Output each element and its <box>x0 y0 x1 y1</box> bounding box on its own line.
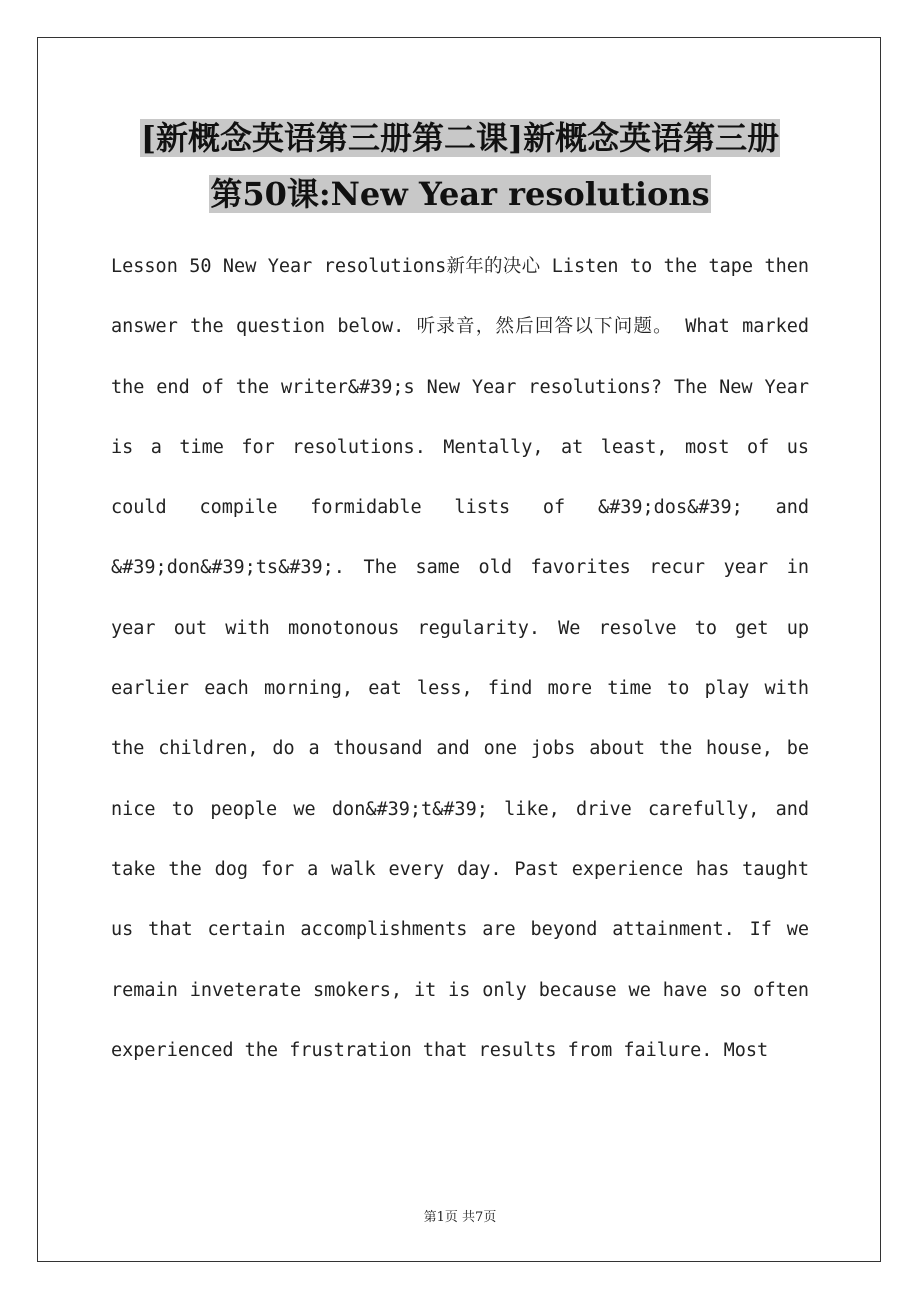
document-title <box>110 110 810 222</box>
title-line-2-text: 第50课:New Year resolutions <box>210 175 710 213</box>
title-line-2 <box>110 166 810 222</box>
page-footer: 第1页 共7页 <box>423 1210 497 1225</box>
title-line-1 <box>110 110 810 166</box>
body-paragraph: Lesson 50 New Year resolutions新年的决心 Listen to the tape then answer the question below. 听录音，然后回答以下问题。 What marked the end of the writer&#39;s New Year resolutions? The New Year is a time for resolutions. Mentally, at least, most of us could compile formidable lists of &#39;dos&#39; and &#39;don&#39;ts&#39;. The same old favorites recur year in year out with monotonous regularity. We resolve to get up earlier each morning, eat less, find more time to play with the children, do a thousand and one jobs about the house, be nice to people we don&#39;t&#39; like, drive carefully, and take the dog for a walk every day. Past experience has taught us that certain accomplishments are beyond attainment. If we remain inveterate smokers, it is only because we have so often experienced the frustration that results from failure. Most <box>111 256 809 1061</box>
title-line-1-text: [新概念英语第三册第二课]新概念英语第三册 <box>140 119 780 157</box>
